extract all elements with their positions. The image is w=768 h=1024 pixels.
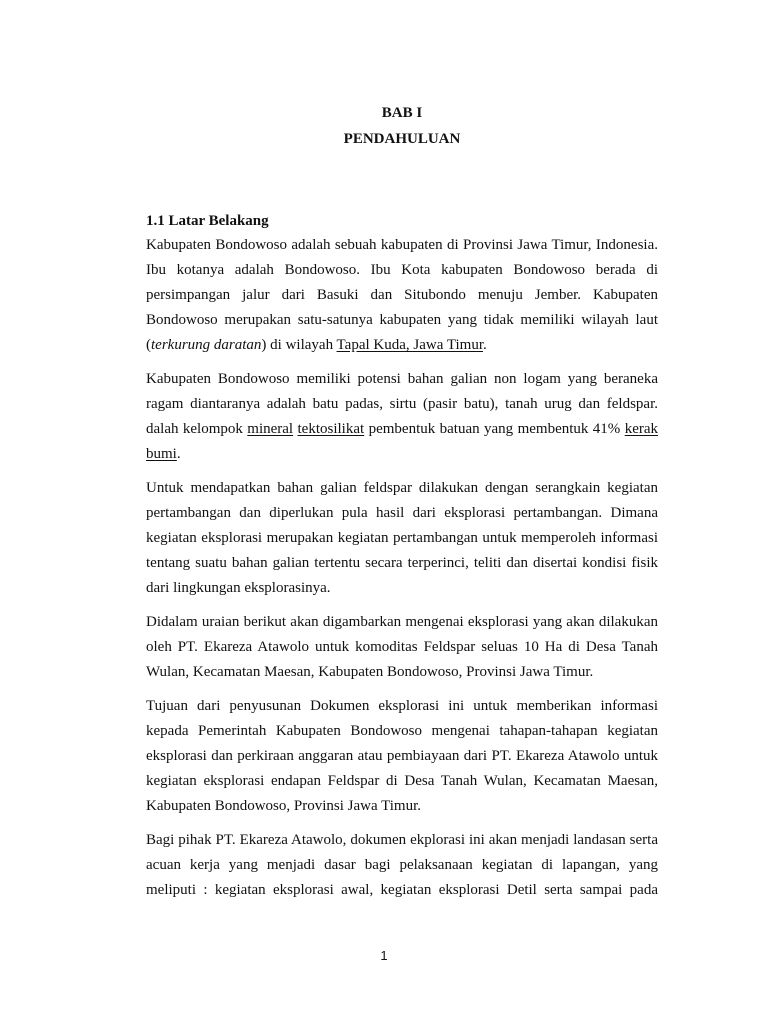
chapter-title: PENDAHULUAN [343,131,461,147]
link-tektosilikat[interactable]: tektosilikat [297,421,365,437]
link-tapal-kuda[interactable]: Tapal Kuda, Jawa Timur [336,337,483,353]
paragraph-1-text-c: . [483,337,487,353]
paragraph-2-text-c: . [176,446,181,462]
paragraph-2-text-a: Kabupaten Bondowoso memiliki potensi bahan galian non logam yang beraneka ragam diantaranya adalah batu padas, sirtu (pasir batu), tanah urug dan feldspar. dalah kelompok [146,371,658,437]
page-number: 1 [380,948,388,963]
paragraph-2 [146,367,658,467]
link-bumi[interactable]: bumi [146,446,177,462]
paragraph-6: Bagi pihak PT. Ekareza Atawolo, dokumen ekplorasi ini akan menjadi landasan serta acuan kerja yang menjadi dasar bagi pelaksanaan kegiatan di lapangan, yang meliputi : kegiatan eksplorasi awal, kegiatan eksplorasi Detil serta sampai pada [146,832,658,898]
paragraph-4: Didalam uraian berikut akan digambarkan mengenai eksplorasi yang akan dilakukan oleh PT. Ekareza Atawolo untuk komoditas Feldspar seluas 10 Ha di Desa Tanah Wulan, Kecamatan Maesan, Kabupaten Bondowoso, Provinsi Jawa Timur. [146,614,658,680]
body-text [146,233,658,912]
paragraph-1-text-a: Kabupaten Bondowoso adalah sebuah kabupaten di Provinsi Jawa Timur, Indonesia. Ibu kotanya adalah Bondowoso. Ibu Kota kabupaten Bondowoso berada di persimpangan jalur dari Basuki dan Situbondo menuju Jember. Kabupaten Bondowoso merupakan satu-satunya kabupaten yang tidak memiliki wilayah laut ( [146,237,658,353]
paragraph-1 [146,233,658,358]
section-title: 1.1 Latar Belakang [146,213,269,229]
paragraph-3: Untuk mendapatkan bahan galian feldspar dilakukan dengan serangkain kegiatan pertambangan dan diperlukan pula hasil dari eksplorasi pertambangan. Dimana kegiatan eksplorasi merupakan kegiatan pertambangan untuk memperoleh informasi tentang suatu bahan galian tertentu secara terperinci, teliti dan disertai kondisi fisik dari lingkungan eksplorasinya. [146,480,658,596]
paragraph-5: Tujuan dari penyusunan Dokumen eksplorasi ini untuk memberikan informasi kepada Pemerintah Kabupaten Bondowoso mengenai tahapan-tahapan kegiatan eksplorasi dan perkiraan anggaran atau pembiayaan dari PT. Ekareza Atawolo untuk kegiatan eksplorasi endapan Feldspar di Desa Tanah Wulan, Kecamatan Maesan, Kabupaten Bondowoso, Provinsi Jawa Timur. [146,698,658,814]
paragraph-2-text-b: pembentuk batuan yang membentuk 41% [364,421,625,437]
chapter-heading: BAB I [381,105,423,121]
paragraph-1-text-b: ) di wilayah [261,337,337,353]
paragraph-1-italic: terkurung daratan [151,337,262,353]
link-kerak[interactable]: kerak [624,421,658,437]
link-mineral[interactable]: mineral [247,421,294,437]
